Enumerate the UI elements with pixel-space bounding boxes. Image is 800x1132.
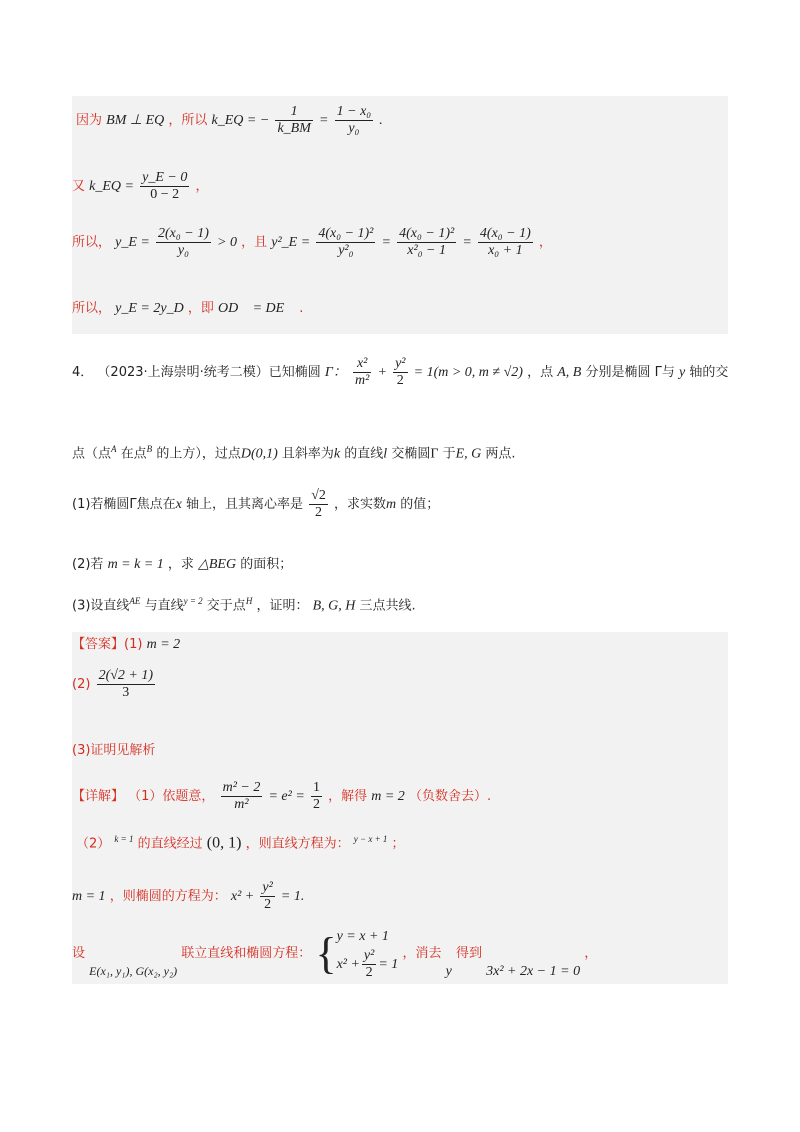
fraction: $\frac{\text{1 − x₀}}{\text{y₀}}$	[336, 104, 372, 136]
fraction: $\frac{\text{4(x₀ − 1)²}}{\text{x²₀ − 1}}$	[399, 226, 455, 258]
equation-system: y = x + 1 x² + $\frac{\text{y²}}{2}$ = 1	[336, 929, 399, 980]
fraction: $\frac{2(√2 + 1)}{3}$	[98, 668, 154, 700]
question-3: (3)设直线$^{AE}$ 与直线$^{y = 2}$ 交于点$^H$ ，证明： B, G, H 三点共线.	[72, 596, 416, 614]
answer-line-2: (2) $\frac{2(√2 + 1)}{3}$	[72, 668, 154, 700]
fraction: $\frac{1}{k\_BM}$	[277, 104, 311, 136]
left-brace: {	[315, 928, 337, 978]
answer-line-3: (3)证明见解析	[72, 743, 156, 758]
question-1: (1)若椭圆Γ焦点在x 轴上，且其离心率是 $\frac{√2}{2}$ ，求实数m 的值；	[72, 488, 440, 520]
solution-line-2: 又 k_EQ = $\frac{y\_E - 0}{0 - 2}$ ，	[72, 170, 209, 202]
fraction: $\frac{\text{2(x₀ − 1)}}{\text{y₀}}$	[158, 226, 209, 258]
detail-line-4: 设 E(x₁, y₁), G(x₂, y₂) 联立直线和椭圆方程： { y = x + 1 x² + $\frac{\text{y²}}{2}$ = 1 ，消去 y 得到 3x² + 2x − 1 = 0 ，	[72, 926, 597, 981]
fraction: $\frac{\text{m² − 2}}{\text{m²}}$	[222, 780, 261, 812]
detail-line-3: m = 1 ，则椭圆的方程为： x² + $\frac{\text{y²}}{2}$ = 1.	[72, 880, 305, 912]
fraction: $\frac{\text{y²}}{2}$	[363, 948, 375, 980]
fraction: $\frac{y\_E - 0}{0 - 2}$	[142, 170, 188, 202]
fraction: $\frac{\text{4(x₀ − 1)}}{\text{x₀ + 1}}$	[479, 226, 531, 258]
fraction: $\frac{\text{y²}}{2}$	[395, 356, 406, 388]
question-2: (2)若 m = k = 1 ，求 △BEG 的面积；	[72, 557, 293, 572]
solution-line-3: 所以， y_E = $\frac{\text{2(x₀ − 1)}}{\text{y₀}}$ > 0 ，且 y²_E = $\frac{\text{4(x₀ − 1)²}}{\text{y²₀}}$ = $\frac{\text{4(x₀ − 1)²}}{\text{x²₀ − 1}}$ = $\frac{\text{4(x₀ − 1)}}{\text{x₀ + 1}}$ ，	[72, 226, 552, 258]
fraction: $\frac{\text{4(x₀ − 1)²}}{\text{y²₀}}$	[318, 226, 374, 258]
fraction: $\frac{√2}{2}$	[311, 488, 326, 520]
detail-line-1: 【详解】 （1）依题意， $\frac{\text{m² − 2}}{\text{m²}}$ = e² = $\frac{1}{2}$ ，解得 m = 2 （负数舍去）.	[72, 780, 492, 812]
problem-line-2: 点（点$^A$ 在点$^B$ 的上方），过点D(0,1) 且斜率为k 的直线l 交椭圆Γ 于E, G 两点.	[72, 444, 516, 462]
solution-line-4: 所以， y_E = 2y_D ，即 OD⃗ = DE⃗ .	[72, 301, 304, 316]
answer-line-1: 【答案】(1) m = 2	[72, 637, 181, 652]
fraction: $\frac{1}{2}$	[312, 780, 320, 812]
detail-line-2: （2） $^{k = 1}$ 的直线经过 (0, 1) ，则直线方程为： $^{y - x + 1}$ ；	[76, 834, 405, 852]
solution-line-1: 因为 BM ⊥ EQ ，所以 k_EQ = − $\frac{1}{k\_BM}$ = $\frac{\text{1 − x₀}}{\text{y₀}}$ .	[76, 104, 383, 136]
problem-line-1: 4． （2023·上海崇明·统考二模）已知椭圆 Γ： $\frac{\text{x²}}{\text{m²}}$ + $\frac{\text{y²}}{2}$ = 1(m > 0, m ≠ √2) ，点 A, B 分别是椭圆 Γ与 y 轴的交	[72, 356, 729, 388]
fraction: $\frac{\text{y²}}{2}$	[262, 880, 273, 912]
fraction: $\frac{\text{x²}}{\text{m²}}$	[355, 356, 370, 388]
